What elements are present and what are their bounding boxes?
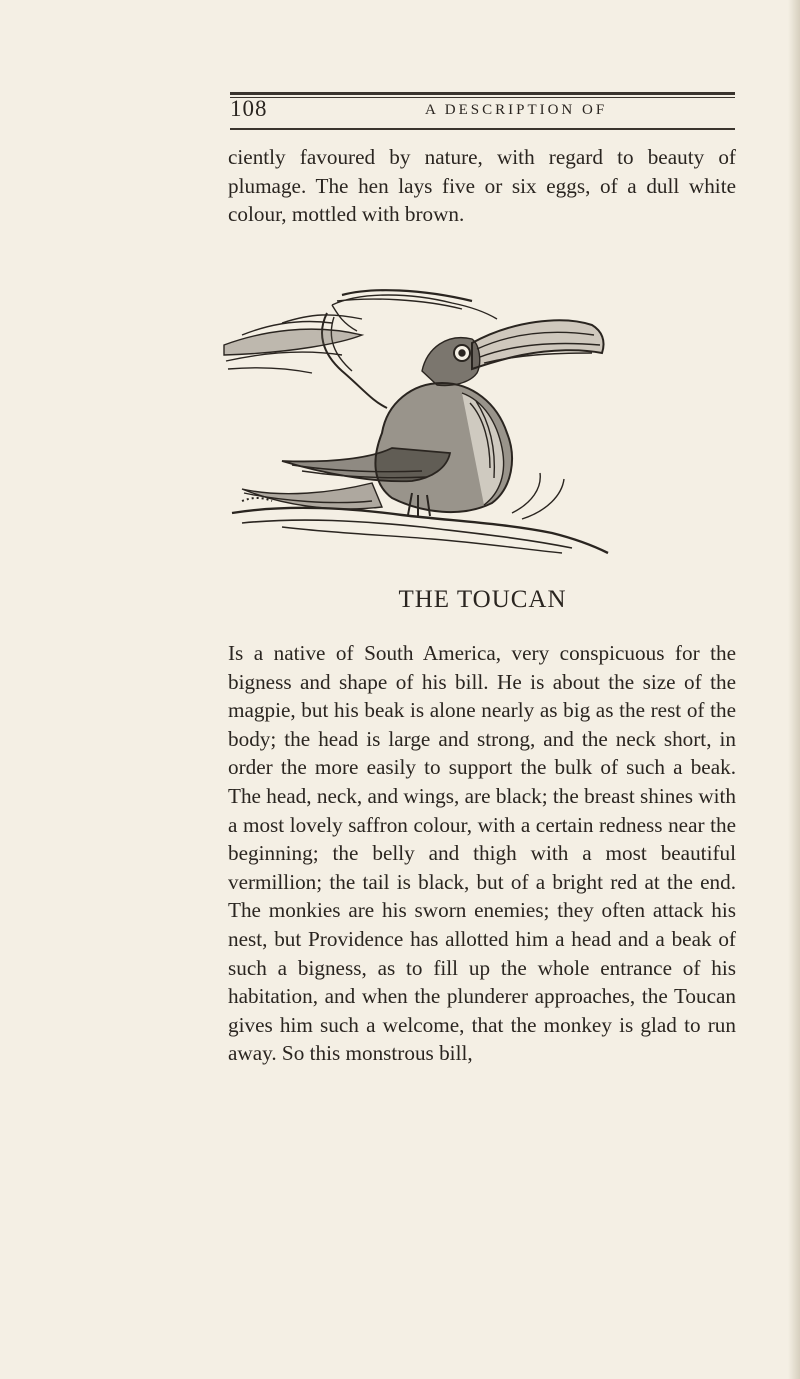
header-rule-bottom <box>230 128 735 130</box>
page-number: 108 <box>230 96 268 121</box>
page-edge <box>788 0 800 1379</box>
top-paragraph: ciently favoured by nature, with regard to beauty of plumage. The hen lays five or six eggs, of a dull white colour, mottled with brown. <box>228 145 736 227</box>
toucan-engraving-icon <box>222 283 610 555</box>
header-rule-top-thin <box>230 97 735 98</box>
running-head: A DESCRIPTION OF <box>425 102 608 118</box>
page-header <box>230 92 735 132</box>
figure-caption: THE TOUCAN <box>398 586 567 613</box>
toucan-illustration <box>222 283 610 555</box>
header-rule-top <box>230 92 735 95</box>
main-paragraph: Is a native of South America, very conspicuous for the bigness and shape of his bill. He is about the size of the magpie, but his beak is alone nearly as big as the rest of the body; the head is large and strong, and the neck short, in order the more easily to support the bulk of such a beak. The head, neck, and wings, are black; the breast shines with a most lovely saffron colour, with a certain redness near the beginning; the belly and thigh with a most beautiful vermillion; the tail is black, but of a bright red at the end. The monkies are his sworn enemies; they often attack his nest, but Providence has allotted him a head and a beak of such a bigness, as to fill up the whole entrance of his habitation, and when the plunderer approaches, the Toucan gives him such a welcome, that the monkey is glad to run away. So this monstrous bill, <box>228 641 736 1066</box>
